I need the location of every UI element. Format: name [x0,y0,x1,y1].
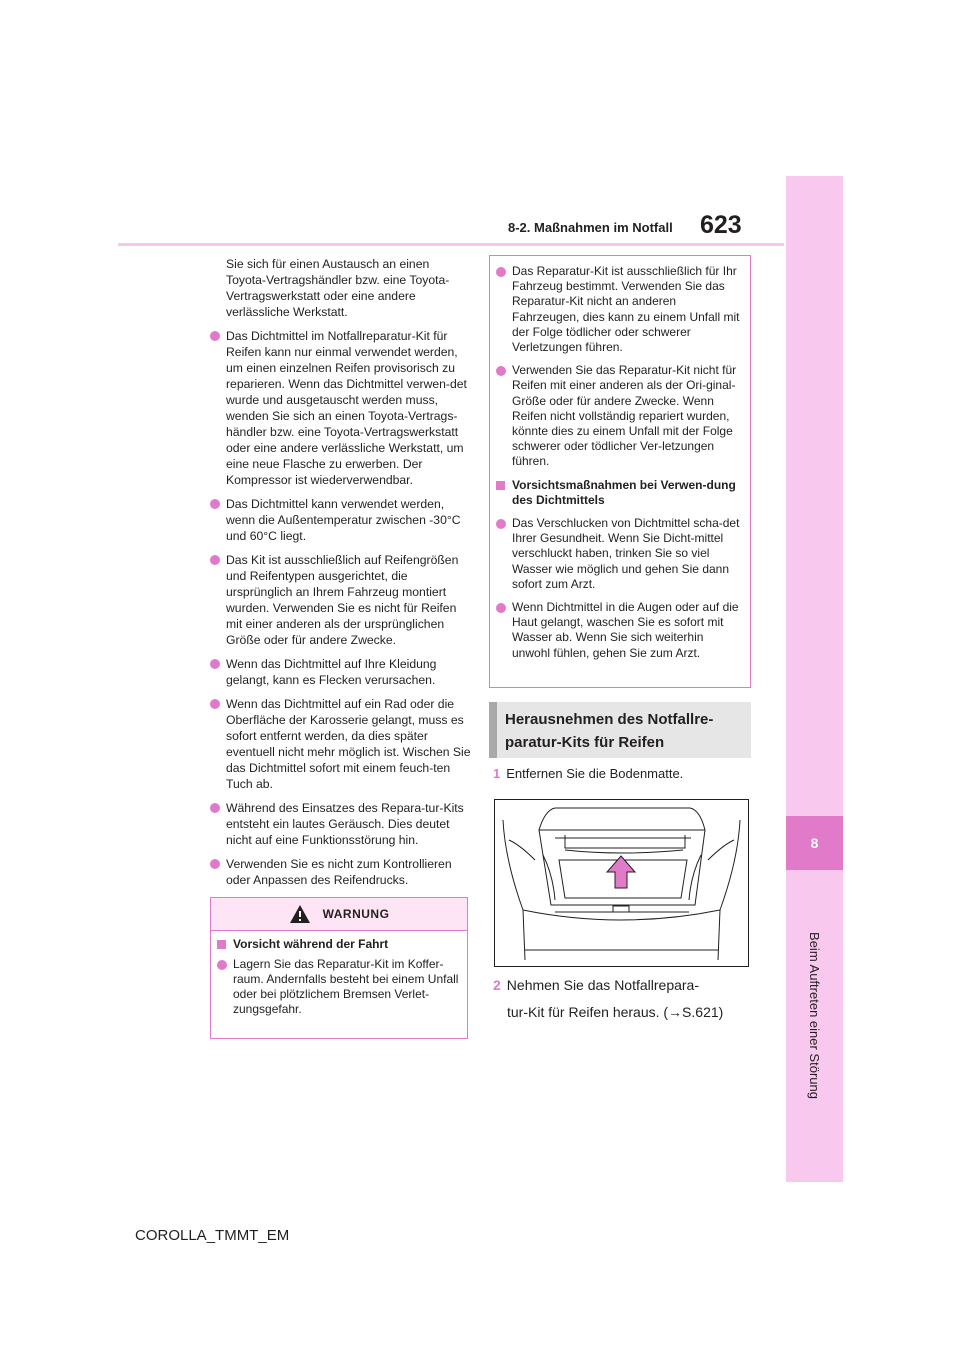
square-bullet-icon [217,940,226,949]
list-item: Das Kit ist ausschließlich auf Reifengrößen und Reifentypen ausgerichtet, die ursprünglich an Ihrem Fahrzeug montiert wurden. Verwenden Sie es nicht für Reifen mit einer anderen als der ursprünglichen Größe oder für andere Zwecke. [210,552,472,648]
caution-subheading: Vorsichtsmaßnahmen bei Verwen-dung des Dichtmittels [496,478,740,508]
list-item: Lagern Sie das Reparatur-Kit im Koffer-raum. Andernfalls besteht bei einem Unfall oder bei plötzlichem Bremsen Verlet-zungsgefahr. [217,957,461,1017]
step-text: Nehmen Sie das Notfallrepara- [506,977,700,993]
bullet-icon [210,331,220,341]
list-item: Während des Einsatzes des Repara-tur-Kits entsteht ein lautes Geräusch. Dies deutet nicht auf eine Funktionsstörung hin. [210,800,472,848]
list-item: Das Dichtmittel kann verwendet werden, wenn die Außentemperatur zwischen -30°C und 60°C liegt. [210,496,472,544]
intro-text: Sie sich für einen Austausch an einen Toyota-Vertragshändler bzw. eine Toyota-Vertragswerkstatt oder eine andere verlässliche Werkstatt. [226,257,450,319]
bullet-icon [496,603,506,613]
page-number: 623 [700,211,742,239]
bullet-icon [496,366,506,376]
car-trunk-icon [495,800,748,966]
trunk-illustration [494,799,749,967]
section-title: 8-2. Maßnahmen im Notfall [508,220,673,235]
list-item: Verwenden Sie das Reparatur-Kit nicht für Reifen mit einer anderen als der Ori-ginal-Größe oder für andere Zwecke. Wenn Reifen nicht vollständig repariert wurden, könnte dies zu einem Unfall mit der Folge schwerer oder tödlicher Ver-letzungen führen. [496,363,740,469]
list-item: Wenn Dichtmittel in die Augen oder auf die Haut gelangt, waschen Sie es sofort mit Wasser ab. Wenn Sie sich weiterhin unwohl fühlen, gehen Sie zum Arzt. [496,600,740,661]
chapter-title: Beim Auftreten einer Störung [807,931,822,1099]
list-item: Verwenden Sie es nicht zum Kontrollieren oder Anpassen des Reifendrucks. [210,856,472,888]
bullet-icon [210,859,220,869]
list-item: Das Reparatur-Kit ist ausschließlich für Ihr Fahrzeug bestimmt. Verwenden Sie das Reparatur-Kit nicht an anderen Fahrzeugen, dies kann zu einem Unfall mit der Folge tödlicher oder schwerer Verletzungen führen. [496,264,740,355]
bullet-icon [210,699,220,709]
bullet-icon [210,803,220,813]
warning-triangle-icon [289,904,311,924]
list-item: Das Dichtmittel im Notfallreparatur-Kit für Reifen kann nur einmal verwendet werden, um einen einzelnen Reifen provisorisch zu reparieren. Wenn das Dichtmittel verwen-det wurde und ausgetauscht werden muss, wenden Sie sich an einen Toyota-Vertrags-händler bzw. eine Toyota-Vertragswerkstatt oder eine andere verlässliche Werkstatt, um eine neue Flasche zu erwerben. Der Kompressor ist wiederverwendbar. [210,328,472,488]
list-item: Wenn das Dichtmittel auf Ihre Kleidung gelangt, kann es Flecken verursachen. [210,656,472,688]
bullet-icon [210,555,220,565]
warning-header [211,898,467,931]
left-column [210,256,472,896]
bullet-icon [496,267,506,277]
square-bullet-icon [496,481,505,490]
chapter-title-container [786,880,843,1150]
step-number: 1 [493,766,501,781]
bullet-icon [217,960,227,970]
footer-model-code: COROLLA_TMMT_EM [135,1227,290,1244]
list-item: Das Verschlucken von Dichtmittel scha-det Ihrer Gesundheit. Wenn Sie Dicht-mittel verschluckt haben, trinken Sie so viel Wasser wie möglich und gehen Sie dann sofort zum Arzt. [496,516,740,592]
header-rule [118,243,784,246]
step-text-continued: tur-Kit für Reifen heraus. (→S.621) [507,1004,724,1020]
step-number: 2 [493,977,501,993]
procedure-heading: Herausnehmen des Notfallre- paratur-Kits für Reifen [489,702,751,758]
warning-subheading: Vorsicht während der Fahrt [217,937,461,952]
chapter-number-tab[interactable] [786,816,843,870]
heading-accent-bar [489,702,497,758]
warning-box [210,897,468,1039]
step-2 [493,972,723,1026]
step-1 [493,766,683,781]
caution-box [489,255,751,688]
step-text: Entfernen Sie die Bodenmatte. [506,766,684,781]
bullet-icon [210,659,220,669]
chapter-number: 8 [810,835,819,851]
bullet-icon [210,499,220,509]
warning-title: WARNUNG [322,906,390,921]
list-item: Wenn das Dichtmittel auf ein Rad oder die Oberfläche der Karosserie gelangt, muss es sofort entfernt werden, da dies später eventuell nicht mehr möglich ist. Wischen Sie das Dichtmittel sofort mit einem feuch-ten Tuch ab. [210,696,472,792]
bullet-icon [496,519,506,529]
